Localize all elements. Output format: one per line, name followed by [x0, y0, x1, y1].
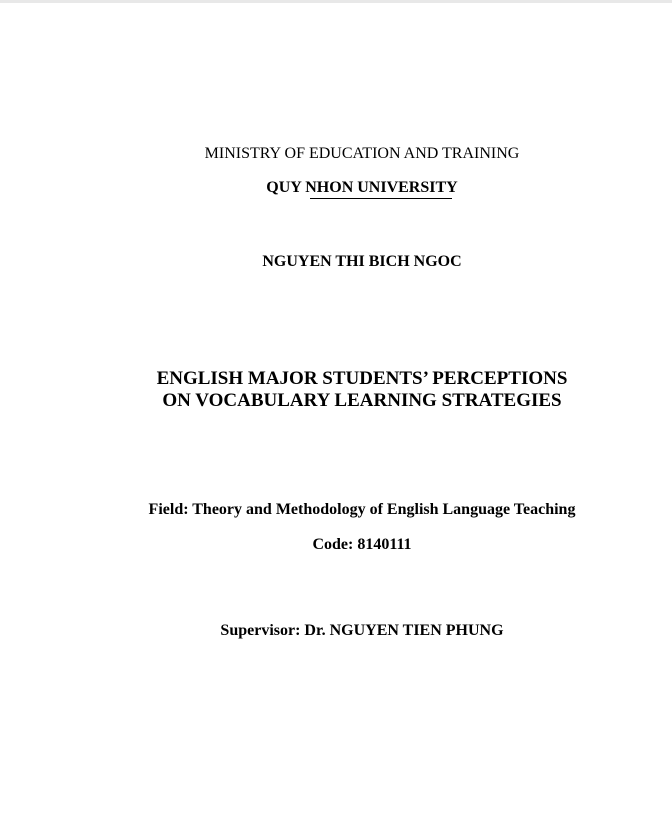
- field-text: Field: Theory and Methodology of English Language Teaching: [148, 501, 576, 518]
- thesis-title-text-1: ENGLISH MAJOR STUDENTS’ PERCEPTIONS: [156, 368, 568, 389]
- code-line: [26, 537, 672, 553]
- supervisor-line: [26, 623, 672, 639]
- supervisor-text: Supervisor: Dr. NGUYEN TIEN PHUNG: [220, 622, 504, 639]
- code-text: Code: 8140111: [312, 536, 412, 553]
- university-underline: [310, 198, 452, 199]
- ministry-text: MINISTRY OF EDUCATION AND TRAINING: [204, 145, 520, 162]
- university-heading: [26, 180, 672, 196]
- author-name: [26, 254, 672, 270]
- thesis-title-line-2: [26, 391, 672, 410]
- thesis-title-line-1: [26, 369, 672, 388]
- university-text: QUY NHON UNIVERSITY: [266, 179, 458, 196]
- ministry-heading: [26, 146, 672, 162]
- field-line: [26, 502, 672, 518]
- author-text: NGUYEN THI BICH NGOC: [262, 253, 462, 270]
- thesis-title-text-2: ON VOCABULARY LEARNING STRATEGIES: [162, 390, 562, 411]
